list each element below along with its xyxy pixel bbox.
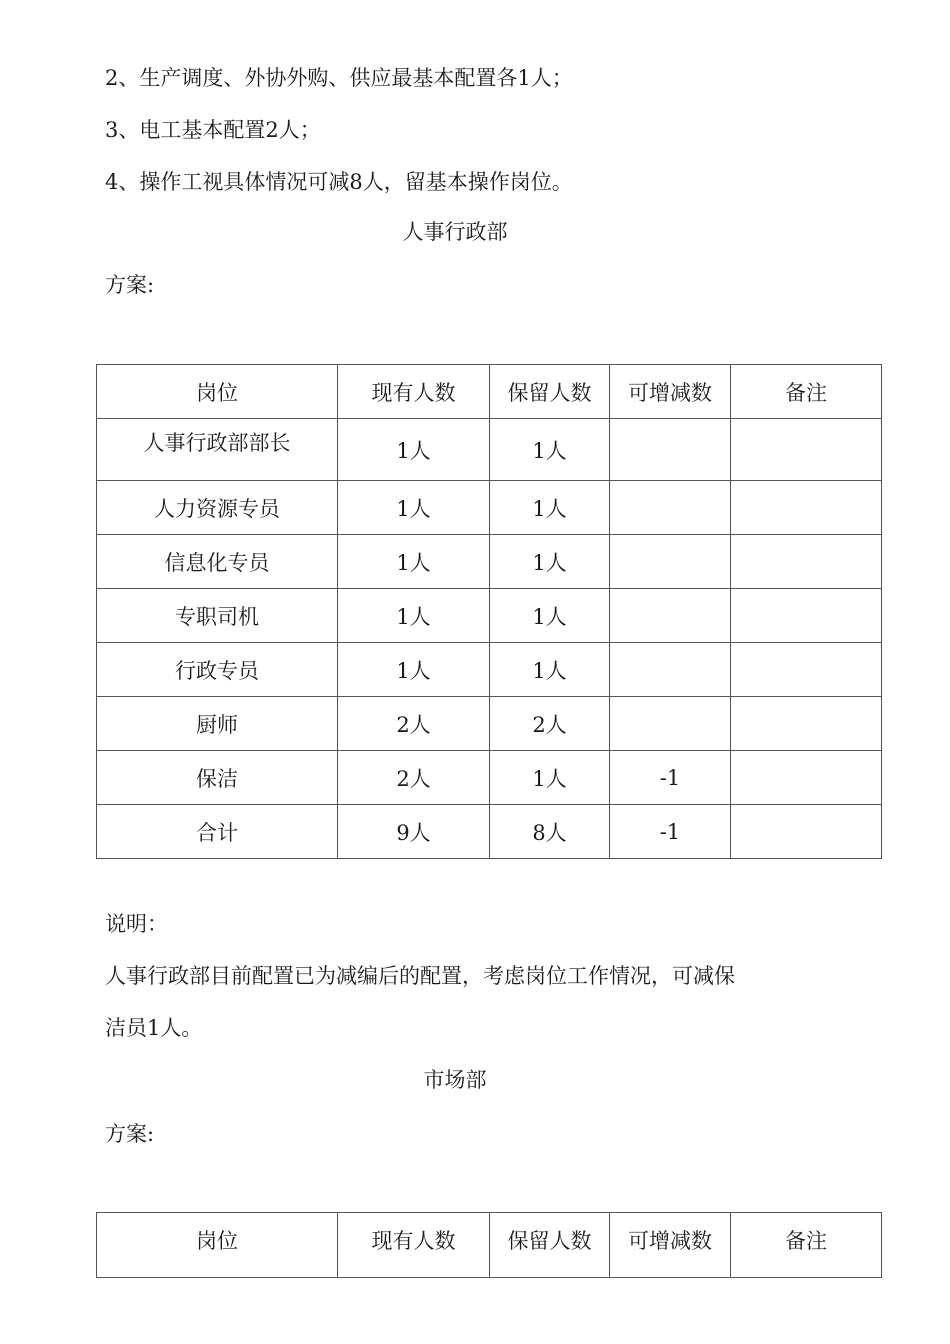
cell-remarks xyxy=(731,481,882,535)
cell-retained-count: 1人 xyxy=(490,589,610,643)
header-remarks: 备注 xyxy=(731,1213,882,1278)
cell-position: 专职司机 xyxy=(97,589,338,643)
cell-position: 厨师 xyxy=(97,697,338,751)
cell-position: 合计 xyxy=(97,805,338,859)
cell-remarks xyxy=(731,589,882,643)
cell-current-count: 1人 xyxy=(338,481,490,535)
intro-line-2: 2、生产调度、外协外购、供应最基本配置各1人； xyxy=(105,66,573,90)
cell-current-count: 1人 xyxy=(338,643,490,697)
header-current-count: 现有人数 xyxy=(338,1213,490,1278)
cell-position: 人力资源专员 xyxy=(97,481,338,535)
header-current-count: 现有人数 xyxy=(338,365,490,419)
cell-current-count: 1人 xyxy=(338,419,490,481)
cell-adjustment: -1 xyxy=(610,805,731,859)
header-position: 岗位 xyxy=(97,365,338,419)
cell-remarks xyxy=(731,751,882,805)
cell-position: 保洁 xyxy=(97,751,338,805)
cell-remarks xyxy=(731,535,882,589)
cell-adjustment xyxy=(610,643,731,697)
plan-label-marketing: 方案: xyxy=(105,1122,155,1146)
cell-retained-count: 1人 xyxy=(490,481,610,535)
cell-remarks xyxy=(731,419,882,481)
staffing-table-marketing xyxy=(96,1212,882,1278)
cell-retained-count: 8人 xyxy=(490,805,610,859)
cell-adjustment: -1 xyxy=(610,751,731,805)
notes-line-2: 洁员1人。 xyxy=(105,1016,203,1040)
table-row xyxy=(97,697,882,751)
notes-label: 说明： xyxy=(105,912,168,936)
table-row xyxy=(97,643,882,697)
header-adjustment: 可增减数 xyxy=(610,365,731,419)
table-row xyxy=(97,589,882,643)
table-row xyxy=(97,481,882,535)
header-retained-count: 保留人数 xyxy=(490,365,610,419)
intro-line-4: 4、操作工视具体情况可减8人，留基本操作岗位。 xyxy=(105,170,573,194)
intro-line-3: 3、电工基本配置2人； xyxy=(105,118,321,142)
table-header-row xyxy=(97,365,882,419)
cell-retained-count: 2人 xyxy=(490,697,610,751)
table-row xyxy=(97,805,882,859)
header-remarks: 备注 xyxy=(731,365,882,419)
cell-retained-count: 1人 xyxy=(490,535,610,589)
cell-current-count: 9人 xyxy=(338,805,490,859)
table-row xyxy=(97,535,882,589)
staffing-table-hr-admin xyxy=(96,364,882,859)
table-header-row xyxy=(97,1213,882,1278)
cell-retained-count: 1人 xyxy=(490,643,610,697)
section-title-marketing: 市场部 xyxy=(423,1068,487,1092)
plan-label: 方案: xyxy=(105,273,155,297)
header-adjustment: 可增减数 xyxy=(610,1213,731,1278)
cell-current-count: 2人 xyxy=(338,697,490,751)
cell-position: 人事行政部部长 xyxy=(97,419,338,481)
cell-retained-count: 1人 xyxy=(490,751,610,805)
cell-remarks xyxy=(731,805,882,859)
notes-line-1: 人事行政部目前配置已为减编后的配置，考虑岗位工作情况，可减保 xyxy=(105,964,735,988)
cell-adjustment xyxy=(610,535,731,589)
cell-adjustment xyxy=(610,697,731,751)
cell-current-count: 1人 xyxy=(338,589,490,643)
table-row xyxy=(97,751,882,805)
cell-remarks xyxy=(731,643,882,697)
cell-remarks xyxy=(731,697,882,751)
cell-current-count: 2人 xyxy=(338,751,490,805)
cell-adjustment xyxy=(610,589,731,643)
header-retained-count: 保留人数 xyxy=(490,1213,610,1278)
cell-adjustment xyxy=(610,481,731,535)
cell-position: 信息化专员 xyxy=(97,535,338,589)
table-row xyxy=(97,419,882,481)
cell-retained-count: 1人 xyxy=(490,419,610,481)
cell-position: 行政专员 xyxy=(97,643,338,697)
cell-current-count: 1人 xyxy=(338,535,490,589)
section-title-hr-admin: 人事行政部 xyxy=(402,220,508,244)
cell-adjustment xyxy=(610,419,731,481)
header-position: 岗位 xyxy=(97,1213,338,1278)
